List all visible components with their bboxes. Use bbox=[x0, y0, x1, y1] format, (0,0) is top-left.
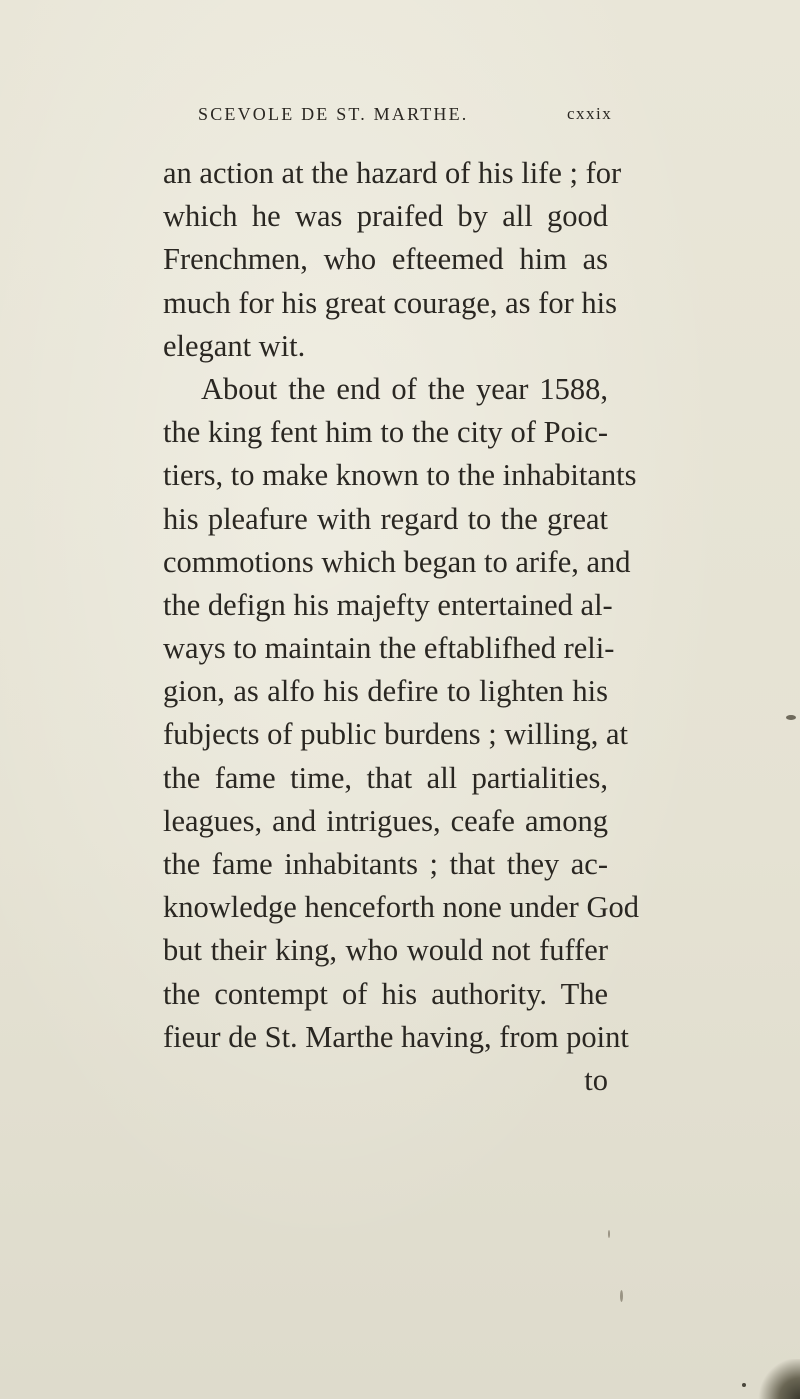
text-line: much for his great courage, as for his bbox=[163, 285, 617, 320]
text-line: the king fent him to the city of Poic- bbox=[163, 415, 608, 450]
text-line: the fame time, that all partialities, bbox=[163, 760, 608, 795]
paper-speck bbox=[620, 1290, 623, 1302]
text-line: which he was praifed by all good bbox=[163, 199, 608, 234]
text-line: fieur de St. Marthe having, from point bbox=[163, 1019, 629, 1054]
paragraph-start-line: About the end of the year 1588, bbox=[201, 371, 608, 406]
text-line: an action at the hazard of his life ; for bbox=[163, 156, 622, 190]
paper-speck bbox=[786, 715, 796, 720]
text-line: knowledge henceforth none under God bbox=[163, 890, 639, 925]
text-line: the defign his majefty entertained al- bbox=[163, 587, 613, 622]
text-line: gion, as alfo his defire to lighten his bbox=[163, 674, 608, 709]
text-line: the contempt of his authority. The bbox=[163, 976, 608, 1011]
body-text bbox=[163, 152, 639, 1102]
page-number: cxxix bbox=[567, 104, 613, 123]
running-title: SCEVOLE DE ST. MARTHE. bbox=[198, 104, 469, 124]
catchword: to bbox=[584, 1062, 608, 1097]
text-line: elegant wit. bbox=[163, 328, 306, 363]
text-line: ways to maintain the eftablifhed reli- bbox=[163, 631, 615, 666]
paper-speck bbox=[608, 1230, 610, 1238]
text-line: fubjects of public burdens ; willing, at bbox=[163, 717, 629, 752]
running-head bbox=[0, 104, 800, 134]
paper-speck bbox=[742, 1383, 746, 1387]
text-line: his pleafure with regard to the great bbox=[163, 501, 608, 536]
text-line: the fame inhabitants ; that they ac- bbox=[163, 847, 608, 881]
text-line: leagues, and intrigues, ceafe among bbox=[163, 803, 608, 838]
corner-stain bbox=[756, 1359, 800, 1399]
text-line: commotions which began to arife, and bbox=[163, 544, 631, 579]
text-line: Frenchmen, who efteemed him as bbox=[163, 242, 608, 277]
text-line: but their king, who would not fuffer bbox=[163, 933, 608, 968]
text-line: tiers, to make known to the inhabitants bbox=[163, 458, 637, 493]
